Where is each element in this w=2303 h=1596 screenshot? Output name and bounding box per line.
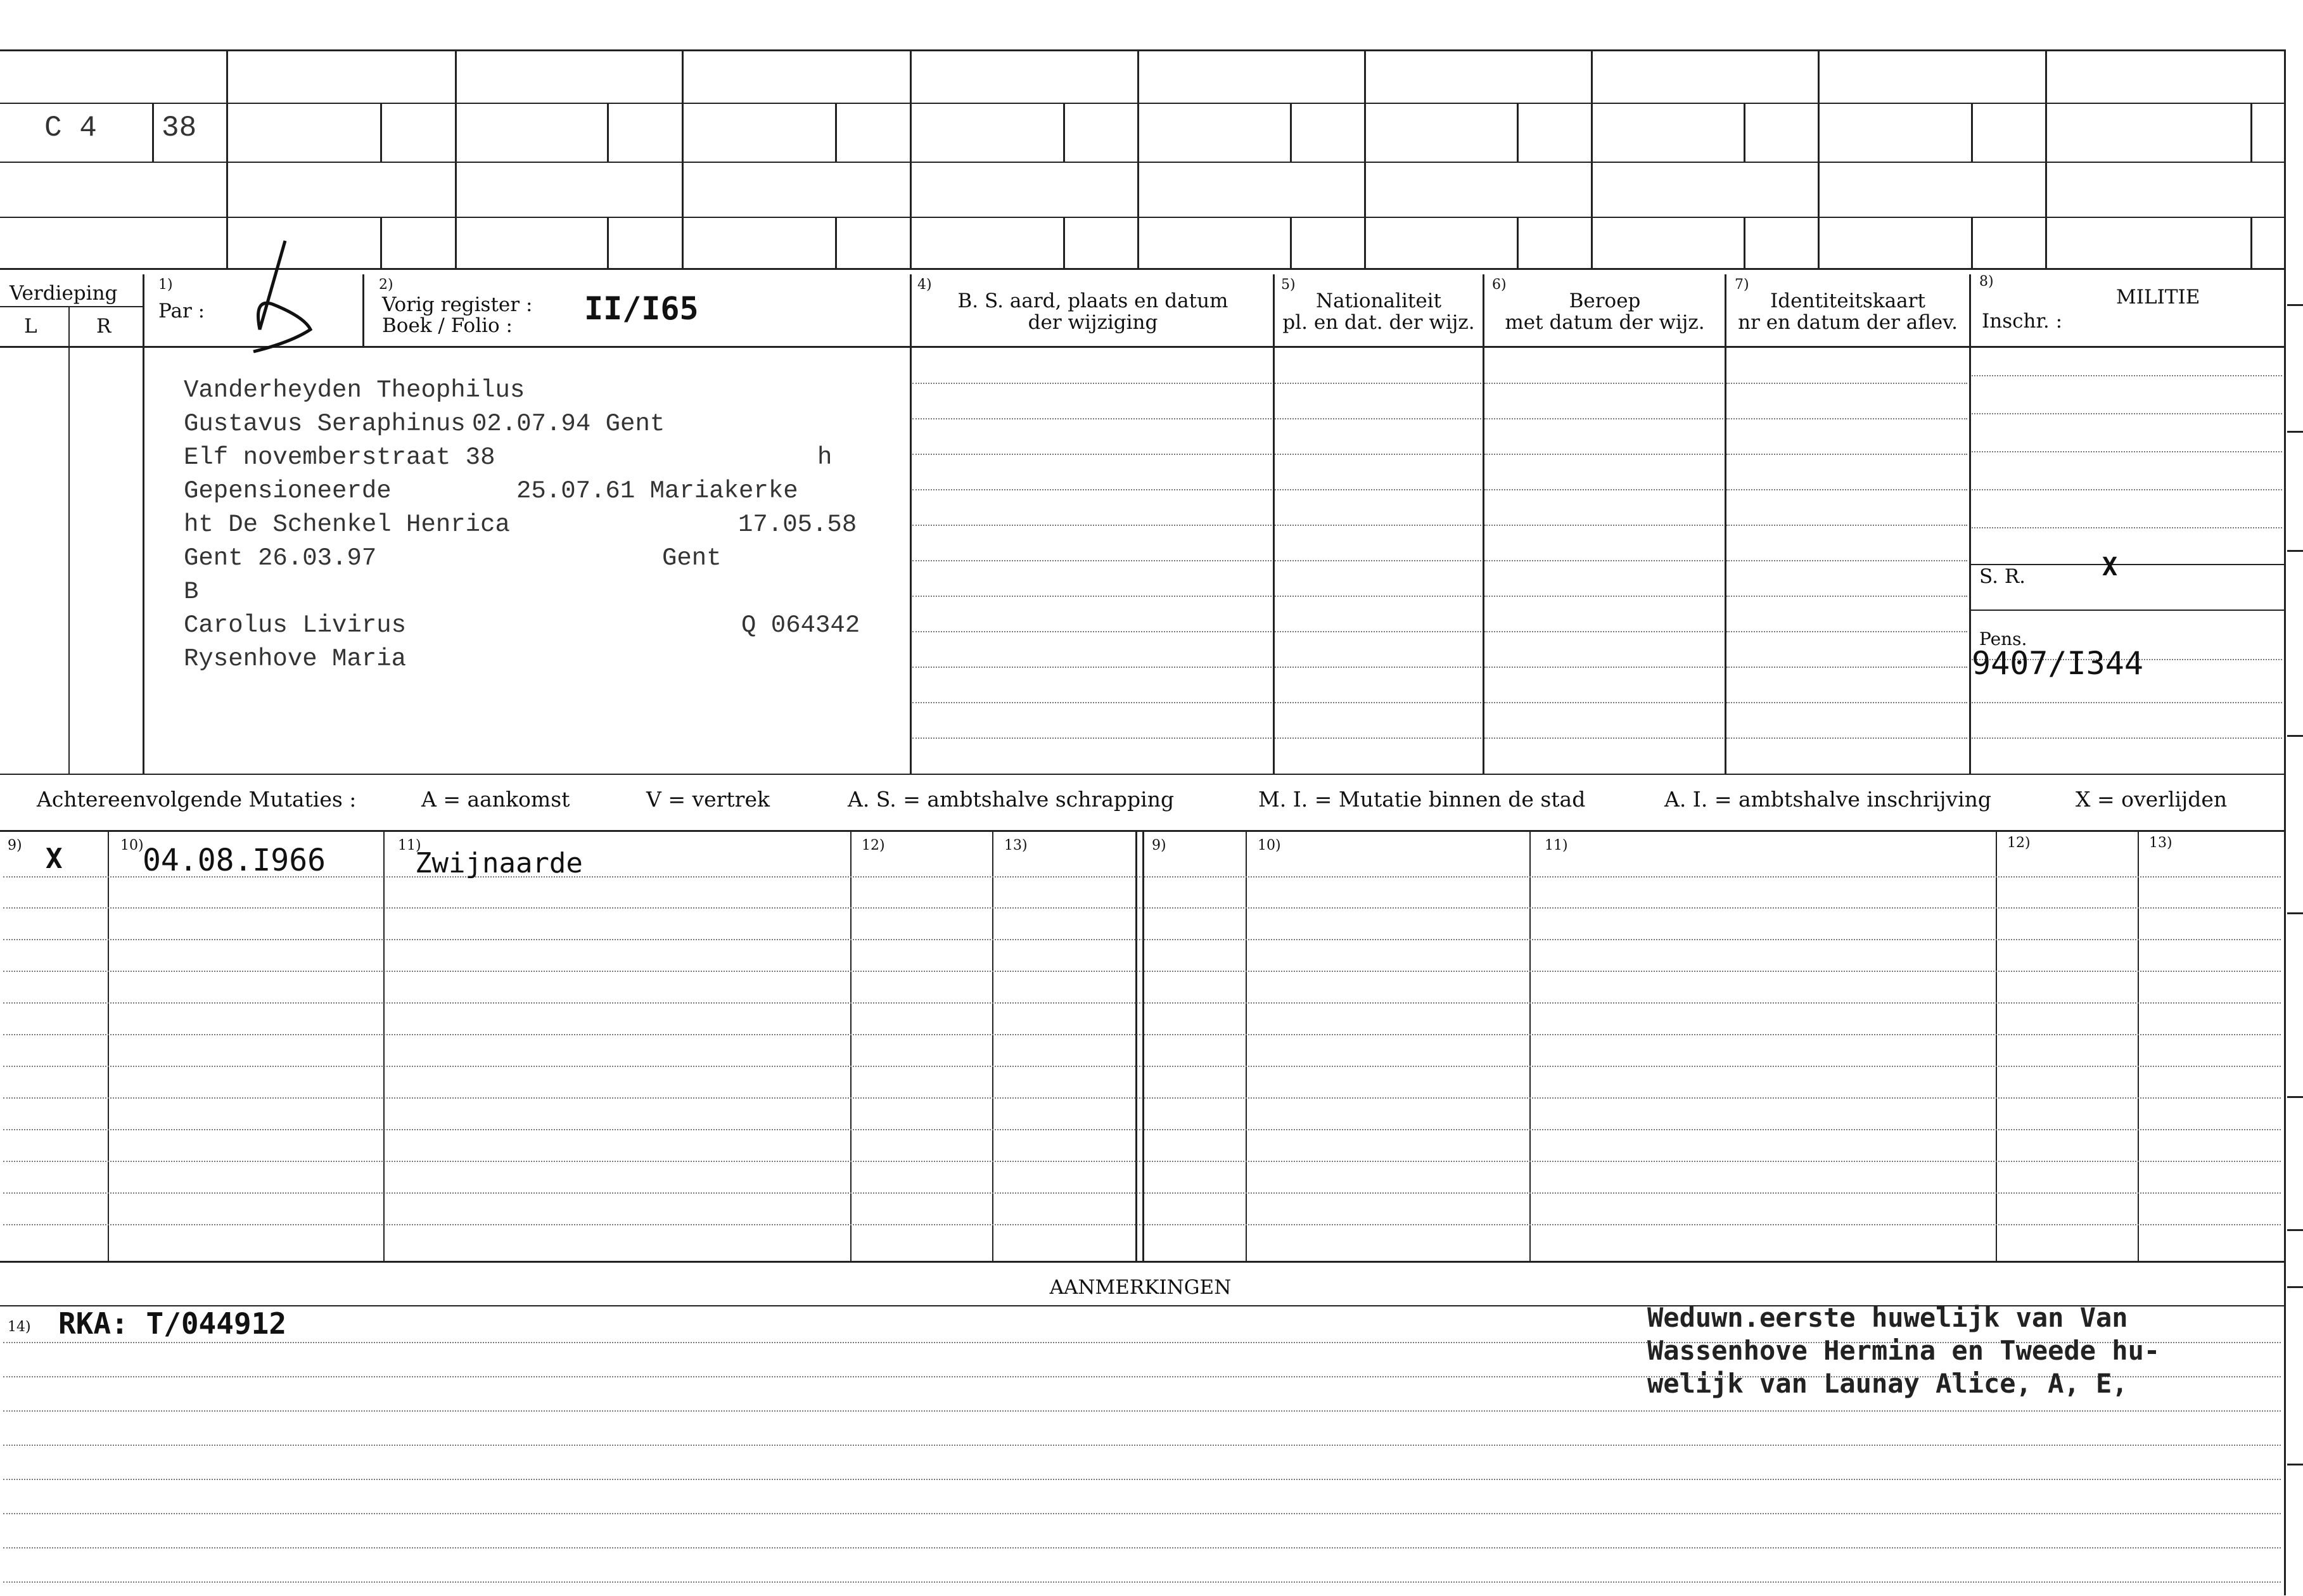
person-name: Vanderheyden Theophilus: [184, 376, 525, 404]
ber-header-line1: Beroep: [1569, 290, 1641, 312]
person-birth: 02.07.94 Gent: [472, 410, 665, 438]
col-12b-label: 12): [2007, 835, 2031, 851]
inschr-label: Inschr. :: [1982, 310, 2063, 333]
card-code: C 4: [44, 112, 97, 144]
remarks-note-line1: Weduwn.eerste huwelijk van Van: [1647, 1302, 2128, 1333]
person-father: Carolus Livirus: [184, 611, 407, 639]
col-10b-label: 10): [1258, 838, 1281, 853]
col-9b-label: 9): [1152, 838, 1166, 853]
legend-schrapping: A. S. = ambtshalve schrapping: [848, 787, 1175, 812]
person-occupation: Gepensioneerde: [184, 477, 392, 505]
person-given-names: Gustavus Seraphinus: [184, 410, 466, 438]
left-label: L: [24, 315, 37, 338]
note-1: 1): [158, 277, 173, 293]
pens-label: Pens.: [1979, 629, 2027, 649]
bs-header-line2: der wijziging: [1028, 311, 1158, 334]
bs-header-line1: B. S. aard, plaats en datum: [957, 290, 1228, 312]
note-5: 5): [1281, 277, 1296, 293]
person-id-number: Q 064342: [741, 611, 860, 639]
mutations-intro: Achtereenvolgende Mutaties :: [37, 787, 357, 812]
nat-header-line1: Nationaliteit: [1315, 290, 1442, 312]
person-marriage-date: 17.05.58: [738, 511, 857, 539]
card-number: 38: [162, 112, 197, 144]
rka-reference: RKA: T/044912: [58, 1306, 287, 1341]
vorig-register-label: Vorig register :: [382, 293, 533, 316]
person-status: B: [184, 578, 199, 606]
legend-inschrijving: A. I. = ambtshalve inschrijving: [1664, 787, 1992, 812]
beroep-header: [1484, 290, 1725, 333]
col-11b-label: 11): [1545, 838, 1568, 853]
col-13b-label: 13): [2149, 835, 2172, 851]
par-label: Par :: [158, 300, 205, 322]
ber-header-line2: met datum der wijz.: [1505, 311, 1705, 334]
bs-header: [912, 290, 1273, 333]
col-13-label: 13): [1004, 838, 1028, 853]
remarks-note-line2: Wassenhove Hermina en Tweede hu-: [1647, 1335, 2160, 1366]
identiteitskaart-header: [1726, 290, 1969, 333]
col-9-label: 9): [8, 838, 22, 853]
mutation-type: X: [46, 843, 63, 875]
legend-overlijden: X = overlijden: [2076, 787, 2228, 812]
note-6: 6): [1492, 277, 1507, 293]
militie-header: MILITIE: [2116, 286, 2200, 309]
mutation-date: 04.08.I966: [143, 843, 326, 878]
person-spouse-place: Gent: [662, 544, 722, 572]
note-7: 7): [1735, 277, 1749, 293]
pens-value: 9407/I344: [1972, 645, 2143, 682]
note-4: 4): [917, 277, 932, 293]
person-spouse-birth: Gent 26.03.97: [184, 544, 377, 572]
person-occupation-date: 25.07.61 Mariakerke: [516, 477, 798, 505]
note-8: 8): [1979, 274, 1994, 290]
legend-mutatie: M. I. = Mutatie binnen de stad: [1258, 787, 1586, 812]
col-11-label: 11): [398, 838, 421, 853]
col-12-label: 12): [862, 838, 885, 853]
note-2: 2): [379, 277, 393, 293]
person-details: [184, 374, 881, 676]
signature-mark: [234, 234, 329, 361]
person-address: Elf novemberstraat 38: [184, 444, 495, 471]
person-address-note: h: [817, 444, 833, 471]
sr-value: X: [2102, 552, 2118, 582]
legend-aankomst: A = aankomst: [421, 787, 570, 812]
sr-label: S. R.: [1979, 565, 2026, 588]
mutation-place: Zwijnaarde: [415, 847, 583, 879]
person-spouse: ht De Schenkel Henrica: [184, 511, 510, 539]
register-value: II/I65: [584, 290, 699, 327]
legend-vertrek: V = vertrek: [646, 787, 770, 812]
person-mother: Rysenhove Maria: [184, 645, 407, 673]
remarks-note-line3: welijk van Launay Alice, A, E,: [1647, 1368, 2128, 1399]
note-14: 14): [8, 1319, 31, 1335]
id-header-line1: Identiteitskaart: [1770, 290, 1925, 312]
remarks-note: [1647, 1301, 2160, 1400]
nationaliteit-header: [1275, 290, 1483, 333]
right-label: R: [96, 315, 112, 338]
boek-folio-label: Boek / Folio :: [382, 314, 513, 337]
remarks-title: AANMERKINGEN: [1049, 1276, 1232, 1299]
verdieping-label: Verdieping: [10, 282, 118, 305]
id-header-line2: nr en datum der aflev.: [1738, 311, 1958, 334]
nat-header-line2: pl. en dat. der wijz.: [1282, 311, 1475, 334]
col-10-label: 10): [120, 838, 144, 853]
